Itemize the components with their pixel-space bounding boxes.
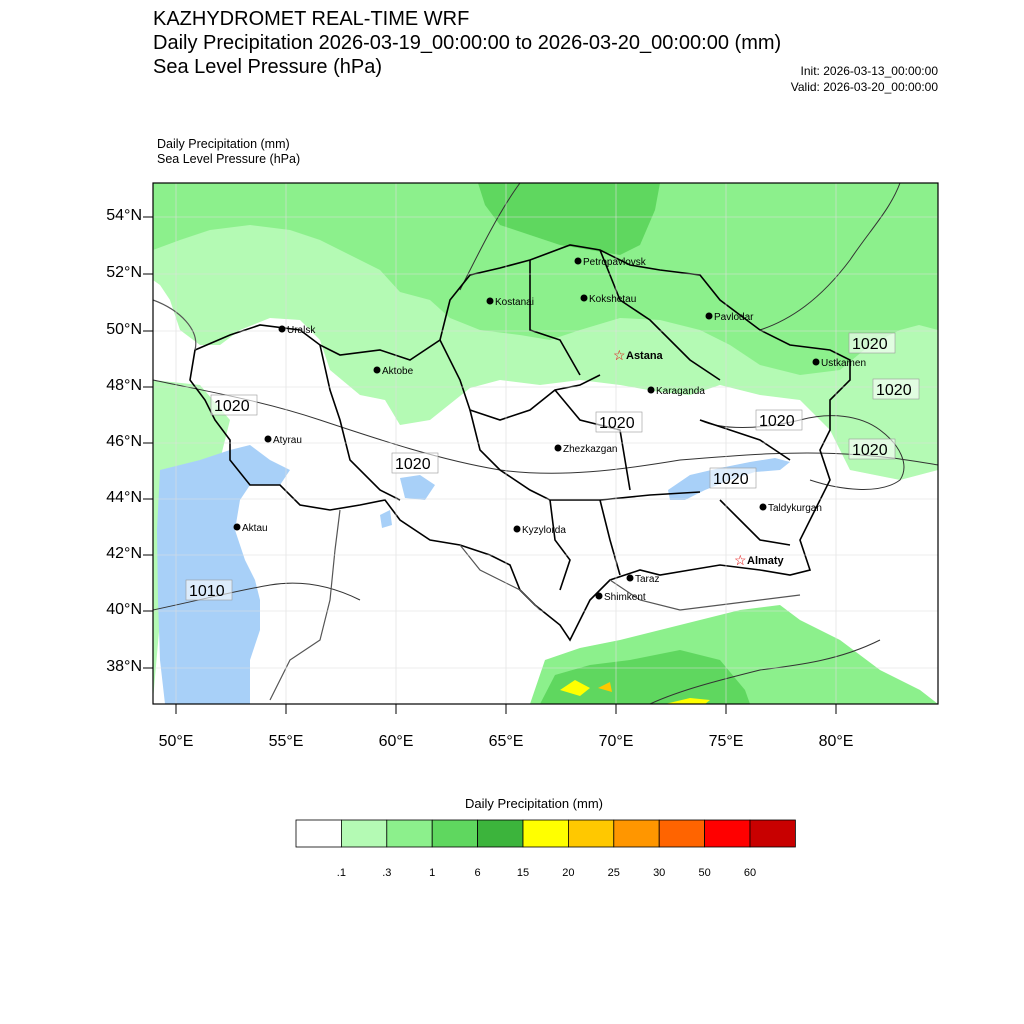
city-label: Ustkamen [821,358,867,369]
city-label: Taraz [635,574,660,585]
isobar-label: 1020 [713,471,749,488]
city-dot-icon [487,298,494,305]
city-aktau [234,523,268,534]
colorbar-swatch [432,820,477,847]
colorbar-level-label: 20 [562,867,575,879]
latitude-tick-label: 48°N [106,377,142,394]
subtitle-line-2: Sea Level Pressure (hPa) [157,152,301,166]
city-dot-icon [234,524,241,531]
colorbar-level-label: .1 [336,867,346,879]
city-dot-icon [813,359,820,366]
city-label: Aktau [242,523,268,534]
colorbar-swatch [478,820,523,847]
latitude-tick-label: 40°N [106,601,142,618]
caspian-sea [157,445,290,704]
city-dot-icon [581,295,588,302]
city-taldykurgan [760,503,822,514]
longitude-tick-label: 65°E [488,733,524,750]
longitude-tick-label: 50°E [158,733,194,750]
city-dot-icon [374,367,381,374]
colorbar-swatch [387,820,432,847]
longitude-tick-label: 75°E [708,733,744,750]
colorbar-swatch [659,820,704,847]
city-taraz [627,574,660,585]
city-zhezkazgan [555,444,618,455]
colorbar-level-label: 6 [474,867,481,879]
capital-star-icon: ☆ [613,347,626,363]
city-dot-icon [279,326,286,333]
city-label: Taldykurgan [768,503,822,514]
city-label: Kokshetau [589,294,637,305]
colorbar-level-label: 1 [429,867,436,879]
city-shimkent [596,592,646,603]
city-label: Pavlodar [714,312,754,323]
colorbar-title: Daily Precipitation (mm) [465,796,603,811]
colorbar-level-label: 50 [698,867,711,879]
city-label: Almaty [747,555,784,567]
city-label: Aktobe [382,366,414,377]
isobar-label: 1020 [599,415,635,432]
city-karaganda [648,386,706,397]
isobar-label: 1020 [852,442,888,459]
city-atyrau [265,435,302,446]
colorbar-level-label: .3 [382,867,392,879]
colorbar-level-label: 60 [743,867,757,879]
aral-sea [380,475,435,528]
colorbar-swatch [296,820,341,847]
isobar-label: 1010 [189,583,225,600]
colorbar-swatch [750,820,795,847]
colorbar-level-label: 25 [607,867,620,879]
subtitle-line-1: Daily Precipitation (mm) [157,137,290,151]
city-label: Atyrau [273,435,302,446]
colorbar-swatch [568,820,613,847]
city-label: Uralsk [287,325,316,336]
title-line-3: Sea Level Pressure (hPa) [153,56,383,78]
colorbar-swatch [341,820,386,847]
isobar-label: 1020 [214,398,250,415]
colorbar-swatch [523,820,568,847]
city-label: Karaganda [656,386,705,397]
city-dot-icon [760,504,767,511]
latitude-tick-label: 44°N [106,489,142,506]
city-dot-icon [514,526,521,533]
title-line-2: Daily Precipitation 2026-03-19_00:00:00 to 2026-03-20_00:00:00 (mm) [153,32,782,54]
latitude-tick-label: 52°N [106,264,142,281]
city-label: Kostanai [495,297,534,308]
city-uralsk [279,325,317,336]
city-dot-icon [555,445,562,452]
city-petropavlovsk [575,257,647,268]
city-dot-icon [706,313,713,320]
city-almaty [734,552,785,568]
city-dot-icon [265,436,272,443]
colorbar-level-label: 15 [516,867,530,879]
city-label: Zhezkazgan [563,444,618,455]
city-ustkamen [813,358,867,369]
city-kokshetau [581,294,637,305]
valid-time: Valid: 2026-03-20_00:00:00 [790,80,938,94]
capital-star-icon: ☆ [734,552,747,568]
city-label: Shimkent [604,592,646,603]
city-label: Kyzylorda [522,525,566,536]
longitude-tick-label: 70°E [598,733,634,750]
longitude-tick-label: 60°E [378,733,414,750]
isobar-label: 1020 [395,456,431,473]
latitude-tick-label: 50°N [106,321,142,338]
city-dot-icon [596,593,603,600]
colorbar-swatch [705,820,750,847]
city-dot-icon [648,387,655,394]
city-kyzylorda [514,525,567,536]
longitude-tick-label: 80°E [818,733,854,750]
city-label: Petropavlovsk [583,257,646,268]
latitude-tick-label: 38°N [106,658,142,675]
colorbar-level-label: 30 [653,867,666,879]
colorbar-swatch [614,820,659,847]
latitude-tick-label: 42°N [106,545,142,562]
city-dot-icon [627,575,634,582]
init-time: Init: 2026-03-13_00:00:00 [800,64,938,78]
latitude-tick-label: 46°N [106,433,142,450]
isobar-label: 1020 [759,413,795,430]
city-label: Astana [626,350,663,362]
isobar-label: 1020 [876,382,912,399]
city-astana [613,347,664,363]
city-dot-icon [575,258,582,265]
isobar-label: 1020 [852,336,888,353]
latitude-tick-label: 54°N [106,207,142,224]
title-line-1: KAZHYDROMET REAL-TIME WRF [153,8,470,30]
colorbar [296,820,795,847]
longitude-tick-label: 55°E [268,733,304,750]
